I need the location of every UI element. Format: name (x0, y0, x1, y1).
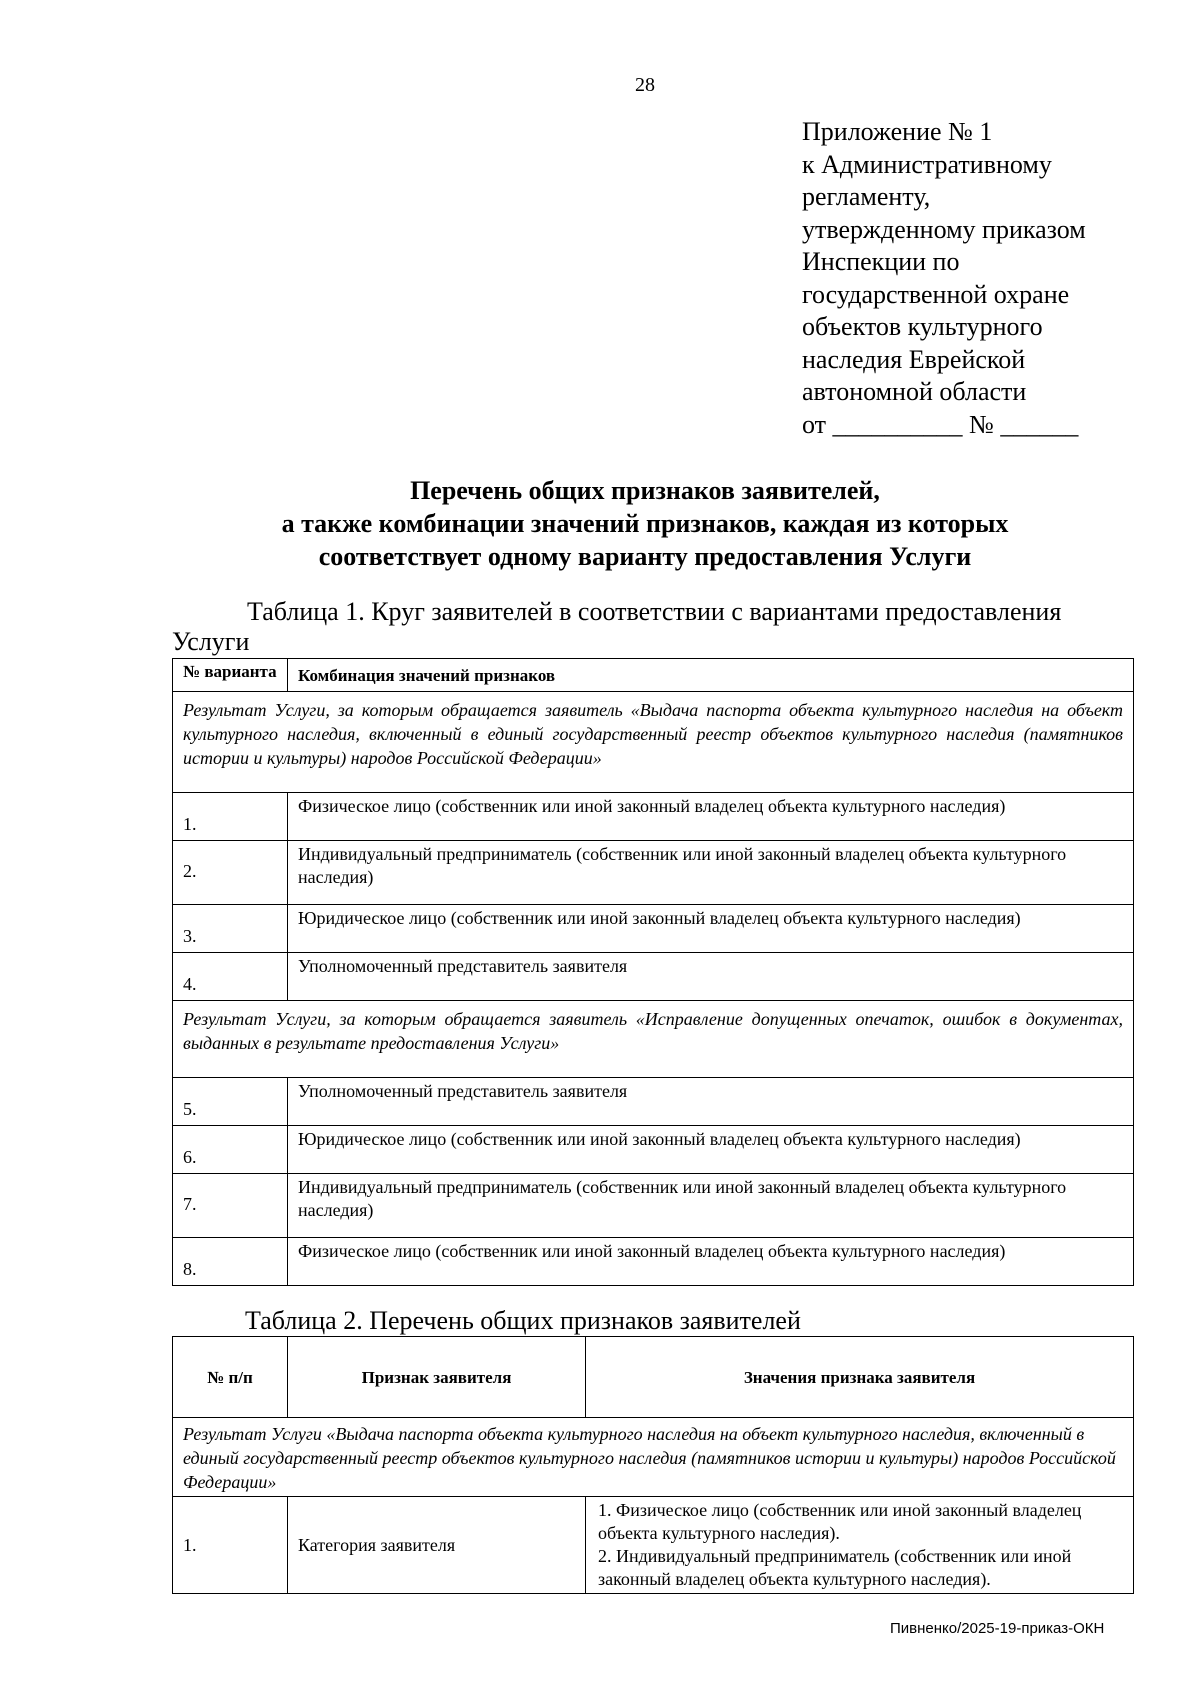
variant-combination: Индивидуальный предприниматель (собственник или иной законный владелец объекта культурного наследия) (288, 841, 1134, 905)
appendix-line: наследия Еврейской (802, 344, 1026, 374)
section-row (173, 692, 1134, 793)
table1-caption-line2: Услуги (172, 627, 250, 656)
document-footer: Пивненко/2025-19-приказ-ОКН (890, 1620, 1105, 1637)
table-row (173, 1497, 1134, 1594)
section-row (173, 1418, 1134, 1497)
variant-number: 4. (173, 953, 288, 1001)
header-attribute-values: Значения признака заявителя (586, 1337, 1134, 1418)
appendix-date-number-line: от __________ № ______ (802, 409, 1079, 439)
table1-caption (172, 597, 1132, 657)
table-row (173, 793, 1134, 841)
variant-number: 1. (173, 793, 288, 841)
variant-number: 5. (173, 1078, 288, 1126)
title-line: соответствует одному варианту предоставления Услуги (318, 542, 972, 571)
table2-caption: Таблица 2. Перечень общих признаков заявителей (245, 1306, 801, 1335)
variant-number: 6. (173, 1126, 288, 1174)
section-result-passport: Результат Услуги, за которым обращается заявитель «Выдача паспорта объекта культурного наследия на объект культурного наследия, включенный в единый государственный реестр объектов культурного наследия (памятников истории и культуры) народов Российской Федерации» (173, 692, 1134, 793)
appendix-line: утвержденному приказом (802, 214, 1086, 244)
table-header-row (173, 1337, 1134, 1418)
appendix-line: регламенту, (802, 182, 931, 211)
applicant-variants-table (172, 658, 1134, 1286)
variant-number: 8. (173, 1238, 288, 1286)
variant-combination: Уполномоченный представитель заявителя (288, 953, 1134, 1001)
applicant-attributes-table (172, 1336, 1134, 1594)
variant-combination: Юридическое лицо (собственник или иной законный владелец объекта культурного наследия) (288, 905, 1134, 953)
appendix-block (802, 116, 1142, 441)
appendix-line: автономной области (802, 377, 1027, 406)
page-number: 28 (635, 74, 655, 96)
section-row (173, 1001, 1134, 1078)
table-row (173, 953, 1134, 1001)
table-row (173, 1126, 1134, 1174)
header-item-number: № п/п (173, 1337, 288, 1418)
variant-number: 3. (173, 905, 288, 953)
header-combination: Комбинация значений признаков (288, 659, 1134, 692)
table-row (173, 905, 1134, 953)
appendix-line: объектов культурного (802, 312, 1043, 341)
variant-number: 7. (173, 1174, 288, 1238)
attribute-value-item: 1. Физическое лицо (собственник или иной законный владелец объекта культурного наследия). (598, 1500, 1082, 1543)
section-result-corrections: Результат Услуги, за которым обращается заявитель «Исправление допущенных опечаток, ошибок в документах, выданных в результате предоставления Услуги» (173, 1001, 1134, 1078)
header-variant-number: № варианта (173, 659, 288, 692)
table-row (173, 1238, 1134, 1286)
variant-number: 2. (173, 841, 288, 905)
document-title (160, 474, 1130, 573)
variant-combination: Уполномоченный представитель заявителя (288, 1078, 1134, 1126)
title-line: а также комбинации значений признаков, каждая из которых (281, 509, 1009, 538)
table-row (173, 1174, 1134, 1238)
table-row (173, 1078, 1134, 1126)
appendix-line: государственной охране (802, 279, 1070, 309)
section-result-passport: Результат Услуги «Выдача паспорта объекта культурного наследия на объект культурного наследия, включенный в единый государственный реестр объектов культурного наследия (памятников истории и культуры) народов Российской Федерации» (173, 1418, 1134, 1497)
appendix-line: к Административному (802, 149, 1052, 179)
header-attribute: Признак заявителя (288, 1337, 586, 1418)
attribute-values (586, 1497, 1134, 1594)
appendix-line: Инспекции по (802, 247, 960, 276)
variant-combination: Физическое лицо (собственник или иной законный владелец объекта культурного наследия) (288, 793, 1134, 841)
attribute-name: Категория заявителя (288, 1497, 586, 1594)
table-header-row (173, 659, 1134, 692)
table1-caption-line1: Таблица 1. Круг заявителей в соответствии с вариантами предоставления (247, 597, 1062, 626)
table-row (173, 841, 1134, 905)
variant-combination: Индивидуальный предприниматель (собственник или иной законный владелец объекта культурного наследия) (288, 1174, 1134, 1238)
variant-combination: Юридическое лицо (собственник или иной законный владелец объекта культурного наследия) (288, 1126, 1134, 1174)
attribute-value-item: 2. Индивидуальный предприниматель (собственник или иной законный владелец объекта культурного наследия). (598, 1546, 1072, 1589)
appendix-line: Приложение № 1 (802, 117, 993, 146)
title-line: Перечень общих признаков заявителей, (410, 476, 880, 505)
item-number: 1. (173, 1497, 288, 1594)
variant-combination: Физическое лицо (собственник или иной законный владелец объекта культурного наследия) (288, 1238, 1134, 1286)
